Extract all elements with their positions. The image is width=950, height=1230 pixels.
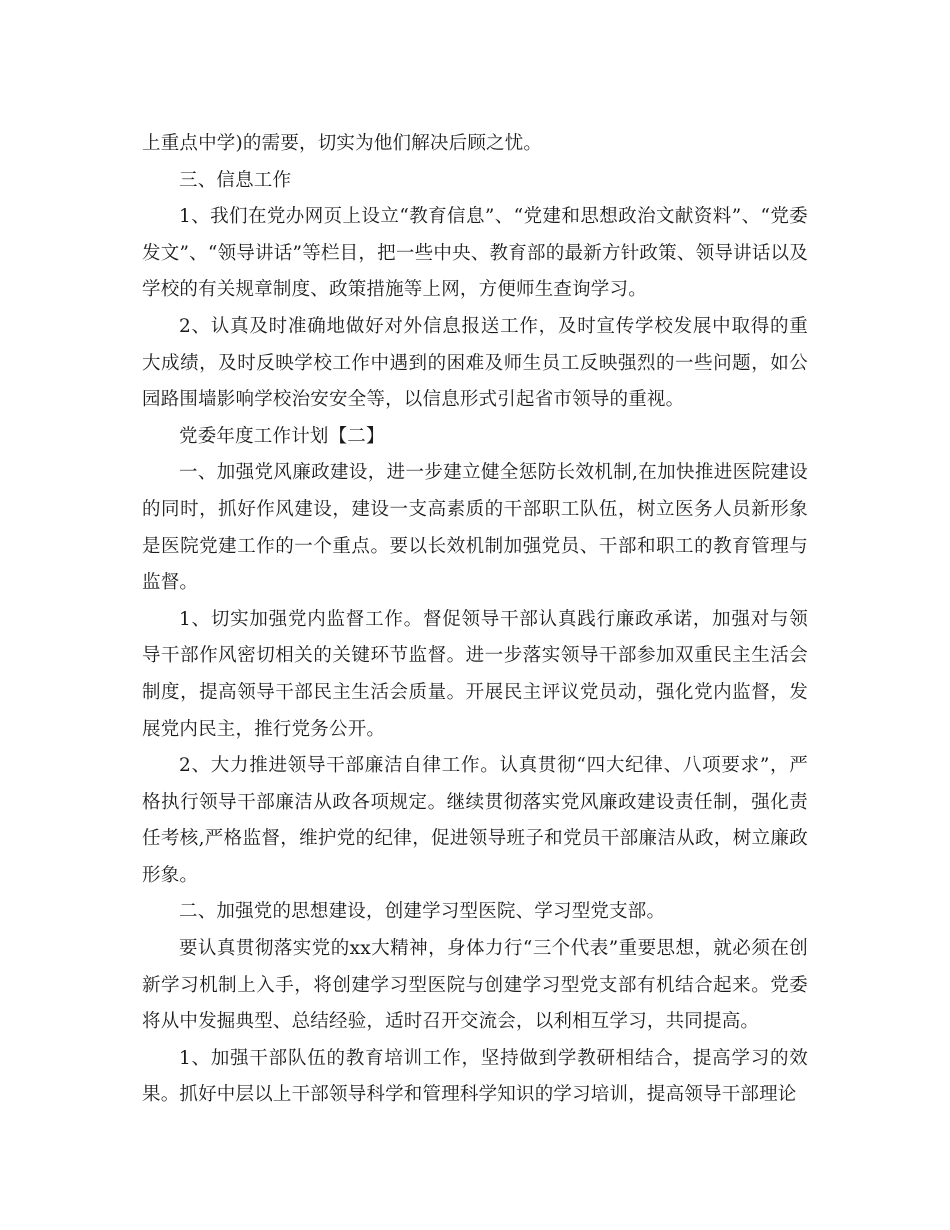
paragraph: 要认真贯彻落实党的xx大精神，身体力行“三个代表”重要思想，就必须在创新学习机制上入手，将创建学习型医院与创建学习型党支部有机结合起来。党委将从中发掘典型、总结经验，适时召开交流会，以利相互学习，共同提高。 xyxy=(142,938,808,1033)
paragraph: 一、加强党风廉政建设，进一步建立健全惩防长效机制,在加快推进医院建设的同时，抓好作风建设，建设一支高素质的干部职工队伍，树立医务人员新形象是医院党建工作的一个重点。要以长效机制加强党员、干部和职工的教育管理与监督。 xyxy=(142,462,808,594)
paragraph: 上重点中学)的需要，切实为他们解决后顾之忧。 xyxy=(142,133,543,154)
document-body xyxy=(142,126,808,1114)
document-title: 党委年度工作计划【二】 xyxy=(179,425,385,447)
paragraph: 2、大力推进领导干部廉洁自律工作。认真贯彻“四大纪律、八项要求”，严格执行领导干部廉洁从政各项规定。继续贯彻落实党风廉政建设责任制，强化责任考核,严格监督，维护党的纪律，促进领导班子和党员干部廉洁从政，树立廉政形象。 xyxy=(142,755,808,886)
section-heading: 二、加强党的思想建设，创建学习型医院、学习型党支部。 xyxy=(179,901,666,923)
paragraph: 2、认真及时准确地做好对外信息报送工作，及时宣传学校发展中取得的重大成绩，及时反映学校工作中遇到的困难及师生员工反映强烈的一些问题，如公园路围墙影响学校治安安全等，以信息形式引起省市领导的重视。 xyxy=(142,315,808,411)
paragraph: 1、加强干部队伍的教育培训工作，坚持做到学教研相结合，提高学习的效果。抓好中层以上干部领导科学和管理科学知识的学习培训，提高领导干部理论 xyxy=(142,1047,808,1106)
paragraph: 1、我们在党办网页上设立“教育信息”、“党建和思想政治文献资料”、“党委发文”、“领导讲话”等栏目，把一些中央、教育部的最新方针政策、领导讲话以及学校的有关规章制度、政策措施等上网，方便师生查询学习。 xyxy=(142,206,808,301)
section-heading: 三、信息工作 xyxy=(179,169,292,191)
paragraph: 1、切实加强党内监督工作。督促领导干部认真践行廉政承诺，加强对与领导干部作风密切相关的关键环节监督。进一步落实领导干部参加双重民主生活会制度，提高领导干部民主生活会质量。开展民主评议党员动，强化党内监督，发展党内民主，推行党务公开。 xyxy=(142,608,808,740)
